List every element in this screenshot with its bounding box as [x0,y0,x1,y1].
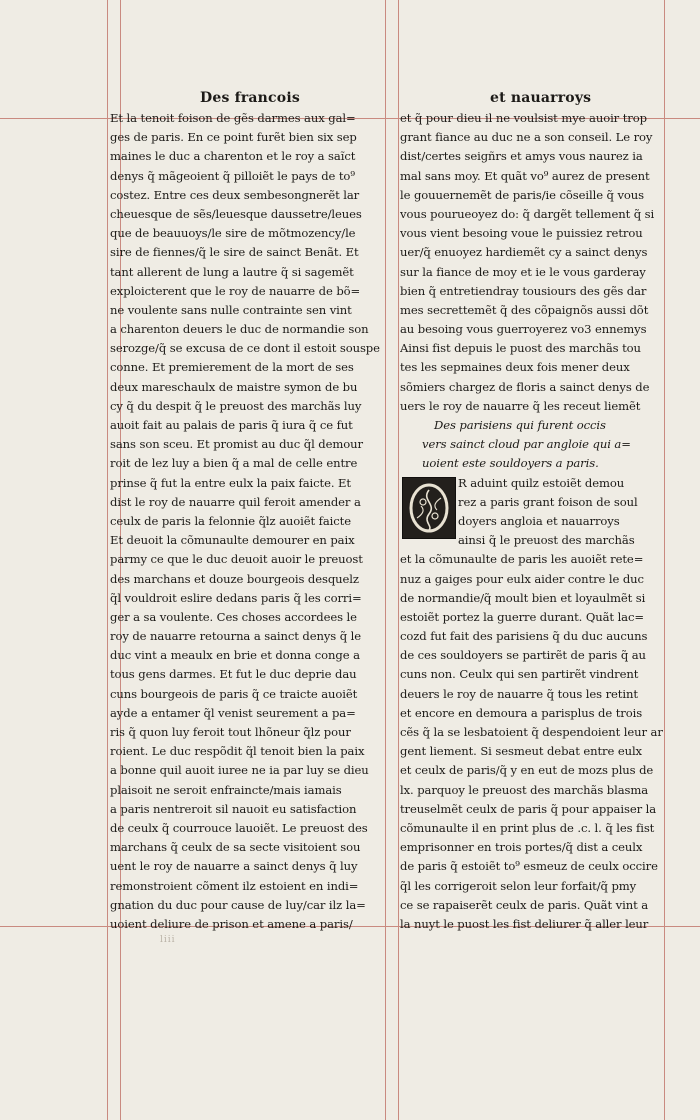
text-line: auoit fait au palais de paris q̃ iura q̃ ce fut [110,418,353,432]
text-line: cozd fut fait des parisiens q̃ du duc aucuns [400,629,648,644]
text-line: Et la tenoit foison de gẽs darmes aux gal= [110,111,356,125]
text-line: nuz a gaiges pour eulx aider contre le duc [400,571,644,586]
text-line: ainsi q̃ le preuost des marchãs [458,533,635,548]
running-head-left: Des francois [200,90,300,106]
text-line: bien q̃ entretiendray tousiours des gẽs dar [400,283,647,298]
section-heading [400,416,668,474]
text-line: q̃l vouldroit eslire dedans paris q̃ les corri= [110,590,362,605]
text-line: costez. Entre ces deux sembesongnerẽt lar [110,187,360,202]
text-line: ceulx de paris la felonnie q̃lz auoiẽt faicte [110,513,351,528]
dropcap-paragraph [400,474,668,551]
folio-mark: liii [160,935,176,945]
text-line: tant allerent de lung a lautre q̃ si sagemẽt [110,264,354,279]
text-line: ce se rapaiserẽt ceulx de paris. Quãt vint a [400,897,649,912]
text-line: emprisonner en trois portes/q̃ dist a ceulx [400,840,643,855]
text-line: grant fiance au duc ne a son conseil. Le roy [400,130,653,145]
column-rule [398,0,399,1120]
text-line: a paris nentreroit sil nauoit eu satisfaction [110,801,357,816]
text-line: gent liement. Si sesmeut debat entre eulx [400,744,642,759]
text-line: tous gens darmes. Et fut le duc deprie dau [110,667,357,682]
text-line: q̃l les corrigeroit selon leur forfait/q̃ pmy [400,878,637,893]
text-line: sire de fiennes/q̃ le sire de sainct Benãt. Et [110,245,359,260]
text-line: vous vient besoing voue le puissiez retrou [400,226,643,241]
text-line: mal sans moy. Et quãt vo⁹ aurez de present [400,168,650,183]
text-line: Des parisiens qui furent occis [434,418,606,432]
text-line: et la cõmunaulte de paris les auoiẽt rete= [400,552,644,567]
right-column-top-text [400,109,668,416]
text-line: des marchans et douze bourgeois desquelz [110,571,359,586]
text-line: dist/certes seigñrs et amys vous naurez ia [400,149,643,164]
text-line: que de beauuoys/le sire de mõtmozency/le [110,226,356,241]
text-line: mes secrettemẽt q̃ des cõpaignõs aussi dõt [400,302,649,317]
text-line: deux mareschaulx de maistre symon de bu [110,379,358,394]
text-line: marchans q̃ ceulx de sa secte visitoient sou [110,840,361,855]
text-line: ne voulente sans nulle contrainte sen vint [110,302,352,317]
text-line: et ceulx de paris/q̃ y en eut de mozs plus de [400,763,654,778]
text-line: le gouuernemẽt de paris/ie cõseille q̃ vous [400,187,644,202]
text-line: cẽs q̃ la se lesbatoient q̃ despendoient leur ar [400,725,663,739]
text-line: Et deuoit la cõmunaulte demourer en paix [110,533,355,548]
text-line: remonstroient cõment ilz estoient en indi= [110,878,359,893]
text-line: cy q̃ du despit q̃ le preuost des marchãs luy [110,398,362,413]
text-line: roy de nauarre retourna a sainct denys q̃ le [110,629,362,644]
margin-rule [107,0,108,1120]
text-line: et encore en demoura a parisplus de trois [400,705,643,720]
text-line: cuns non. Ceulx qui sen partirẽt vindrent [400,667,639,682]
text-line: cõmunaulte il en print plus de .c. l. q̃ les fist [400,820,655,835]
text-line: uoient deliure de prison et amene a paris/ [110,916,353,931]
text-line: denys q̃ mãgeoient q̃ pilloiẽt le pays de to⁹ [110,168,355,183]
text-line: a charenton deuers le duc de normandie son [110,322,369,337]
text-line: ris q̃ quon luy feroit tout lhõneur q̃lz pour [110,725,351,739]
text-line: et q̃ pour dieu il ne voulsist mye auoir trop [400,111,647,125]
text-line: de ceulx q̃ courrouce lauoiẽt. Le preuost des [110,820,368,835]
text-line: roient. Le duc respõdit q̃l tenoit bien la paix [110,744,365,759]
text-line: exploicterent que le roy de nauarre de bõ= [110,283,361,298]
text-line: plaisoit ne seroit enfraincte/mais iamais [110,782,342,797]
right-column-bottom-text [400,550,668,934]
decorated-initial-o [402,477,456,539]
text-line: ayde a entamer q̃l venist seurement a pa= [110,705,356,720]
text-line: tes les sepmaines deux fois mener deux [400,360,630,375]
text-line: sõmiers chargez de floris a sainct denys de [400,379,650,394]
right-text-column [400,109,668,934]
text-line: a bonne quil auoit iuree ne ia par luy se dieu [110,763,369,778]
text-line: de ces souldoyers se partirẽt de paris q̃ au [400,648,646,663]
text-line: cuns bourgeois de paris q̃ ce traicte auoiẽt [110,686,358,701]
text-line: uer/q̃ enuoyez hardiemẽt cy a sainct denys [400,245,648,260]
text-line: cheuesque de sẽs/leuesque daussetre/leues [110,206,362,221]
text-line: prinse q̃ fut la entre eulx la paix faicte. Et [110,475,351,490]
text-line: dist le roy de nauarre quil feroit amender a [110,494,361,509]
text-line: duc vint a meaulx en brie et donna conge a [110,648,360,663]
text-line: uers le roy de nauarre q̃ les receut liemẽt [400,398,641,413]
text-line: uoient este souldoyers a paris. [422,456,599,471]
text-line: roit de lez luy a bien q̃ a mal de celle entre [110,456,358,471]
text-line: doyers angloia et nauarroys [458,513,620,528]
text-line: treuselmẽt ceulx de paris q̃ pour appaiser la [400,801,657,816]
text-line: vous pourueoyez do: q̃ dargẽt tellement q̃ si [400,206,655,221]
text-line: serozge/q̃ se excusa de ce dont il estoit souspe [110,341,380,356]
text-line: deuers le roy de nauarre q̃ tous les retint [400,686,638,701]
text-line: de paris q̃ estoiẽt to⁹ esmeuz de ceulx occire [400,859,658,874]
text-line: R aduint quilz estoiẽt demou [458,475,625,490]
text-line: la nuyt le puost les fist deliurer q̃ aller leur [400,916,649,931]
text-line: Ainsi fist depuis le puost des marchãs tou [400,341,641,356]
text-line: sur la fiance de moy et ie le vous garderay [400,264,646,279]
text-line: sans son sceu. Et promist au duc q̃l demour [110,437,363,452]
text-line: ges de paris. En ce point furẽt bien six sep [110,130,357,145]
text-line: au besoing vous guerroyerez vo3 ennemys [400,322,647,337]
text-line: ger a sa voulente. Ces choses accordees le [110,609,357,624]
text-line: rez a paris grant foison de soul [458,494,638,509]
text-line: vers sainct cloud par angloie qui a= [422,437,631,452]
text-line: lx. parquoy le preuost des marchãs blasma [400,782,649,797]
left-text-column [110,109,387,934]
text-line: estoiẽt portez la guerre durant. Quãt lac= [400,609,645,624]
text-line: conne. Et premierement de la mort de ses [110,360,354,375]
text-line: gnation du duc pour cause de luy/car ilz la= [110,897,366,912]
text-line: de normandie/q̃ moult bien et loyaulmẽt si [400,590,646,605]
text-line: maines le duc a charenton et le roy a saĩct [110,149,356,164]
running-head-right: et nauarroys [490,90,592,106]
text-line: uent le roy de nauarre a sainct denys q̃ luy [110,859,358,874]
text-line: parmy ce que le duc deuoit auoir le preuost [110,552,363,567]
